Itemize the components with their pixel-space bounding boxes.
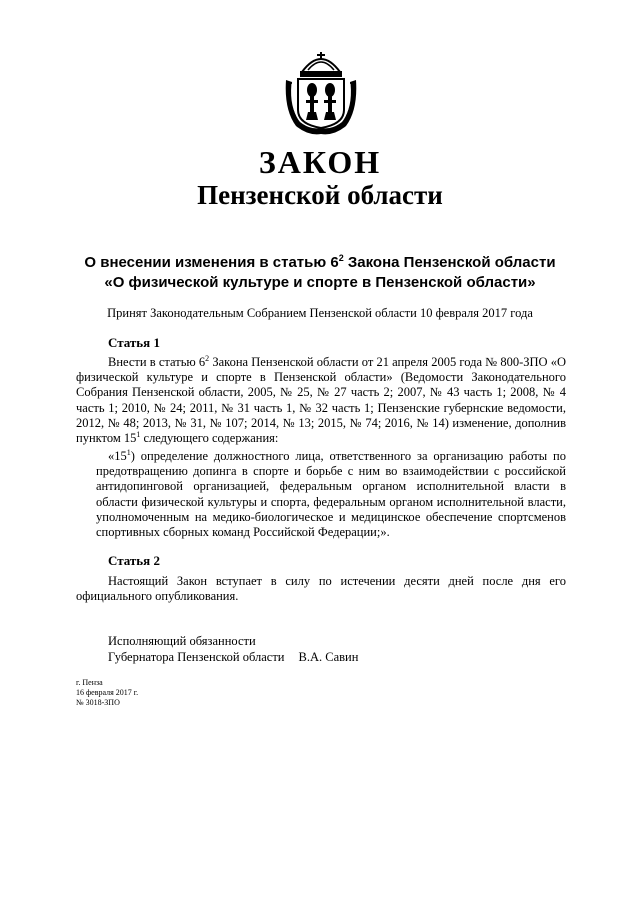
document-footer xyxy=(76,678,138,708)
adoption-statement: Принят Законодательным Собранием Пензенской области 10 февраля 2017 года xyxy=(107,306,533,320)
footer-date: 16 февраля 2017 г. xyxy=(76,688,139,697)
amendment-quote: «$15^1$) определение должностного лица, ответственного за организацию работы по предотвращению допинга в спорте и борьбе с ним во взаимодействии с российской антидопинговой организацией, федеральным органом исполнительной власти в области физической культуры и спорта, федеральным органом исполнительной власти, уполномоченным на медико-биологическое и медицинское обеспечение спортсменов спортивных сборных команд Российской Федерации;». xyxy=(96,447,566,540)
signatory-position-line2: Губернатора Пензенской области В.А. Савин xyxy=(108,650,359,664)
penza-coat-of-arms-icon xyxy=(282,50,360,136)
article-2-text: Настоящий Закон вступает в силу по истечении десяти дней после дня его официального опубликования. xyxy=(76,574,566,604)
signatory-position-line1: Исполняющий обязанности xyxy=(108,634,256,648)
footer-number: № 3018-ЗПО xyxy=(76,698,120,707)
law-heading: ЗАКОН xyxy=(258,144,382,180)
region-heading: Пензенской области xyxy=(197,180,443,210)
article-2-heading: Статья 2 xyxy=(108,553,160,568)
law-title xyxy=(60,248,580,293)
article-1-text: Внести в статью $6^2$ Закона Пензенской области от 21 апреля 2005 года № 800-ЗПО «О физической культуре и спорте в Пензенской области» (Ведомости Законодательного Собрания Пензенской области, 2005, № 25, № 27 часть 2; 2007, № 43 часть 1; 2008, № 4 часть 1; 2010, № 24; 2011, № 31 часть 1, № 32 часть 1; Пензенские губернские ведомости, 2012, № 48; 2013, № 31, № 107; 2014, № 13; 2015, № 74; 2016, № 14) изменение, дополнив пунктом $15^1$ следующего содержания: xyxy=(76,353,566,446)
article-1-heading: Статья 1 xyxy=(108,335,160,350)
law-title-line2: «О физической культуре и спорте в Пензенской области» xyxy=(104,274,536,291)
footer-city: г. Пенза xyxy=(76,678,103,687)
law-title-line1: О внесении изменения в статью $6^2$ Закона Пензенской области xyxy=(84,253,556,271)
signatory-name: В.А. Савин xyxy=(298,650,359,664)
